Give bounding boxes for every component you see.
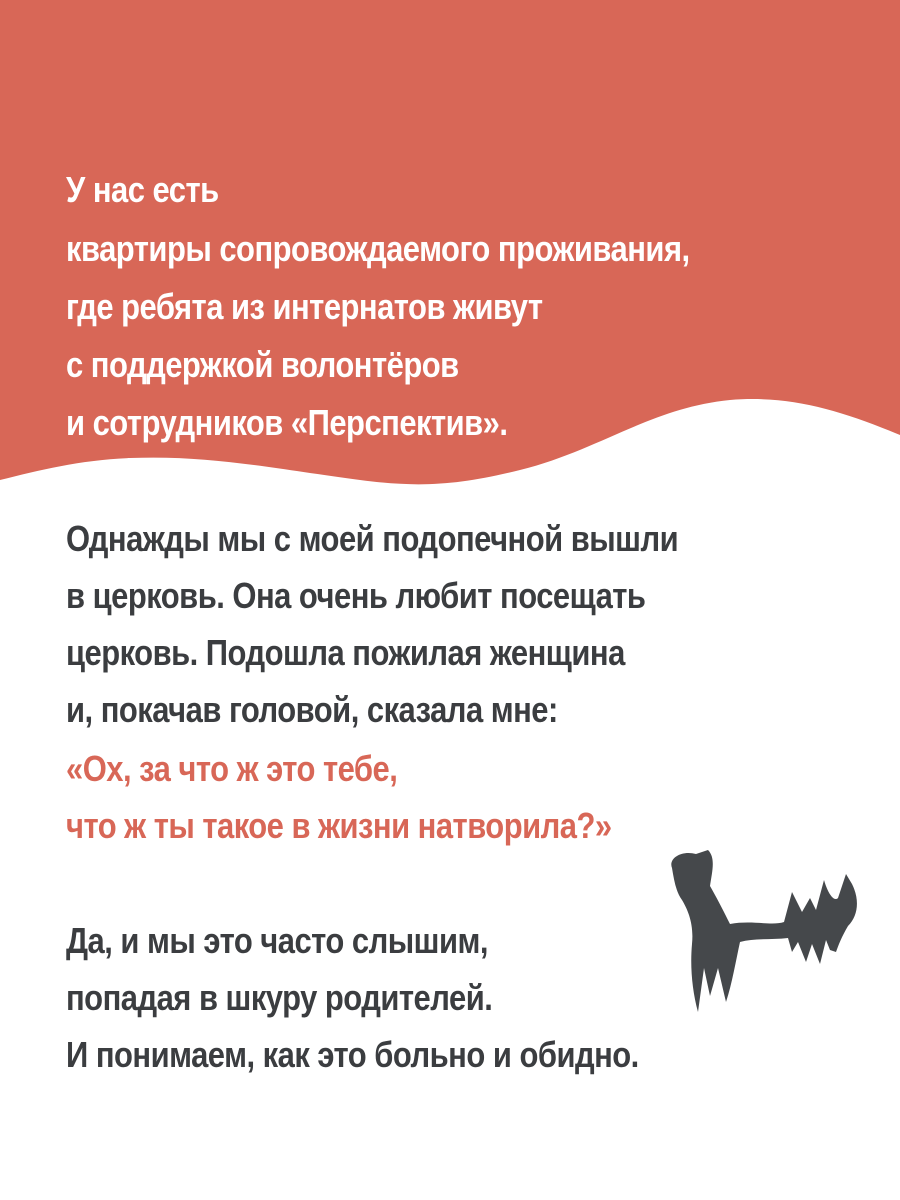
ink-figure-shape [671,850,857,1012]
closing-line-2: попадая в шкуру родителей. [66,977,493,1018]
closing-line-1: Да, и мы это часто слышим, [66,920,488,961]
story-line-3: церковь. Подошла пожилая женщина [66,632,625,673]
intro-line-4: с поддержкой волонтёров [66,344,459,385]
quote-line-2: что ж ты такое в жизни натворила?» [66,805,612,846]
intro-line-5: и сотрудников «Перспектив». [66,402,508,443]
story-line-2: в церковь. Она очень любит посещать [66,575,646,616]
story-line-4: и, покачав головой, сказала мне: [66,689,558,730]
quote-line-1: «Ох, за что ж это тебе, [66,748,398,789]
ink-figure-illustration [660,840,870,1030]
intro-line-3: где ребята из интернатов живут [66,286,543,327]
intro-line-1: У нас есть [66,169,219,210]
intro-line-2: квартиры сопровождаемого проживания, [66,228,690,269]
story-line-1: Однажды мы с моей подопечной вышли [66,518,679,559]
closing-line-3: И понимаем, как это больно и обидно. [66,1034,639,1075]
